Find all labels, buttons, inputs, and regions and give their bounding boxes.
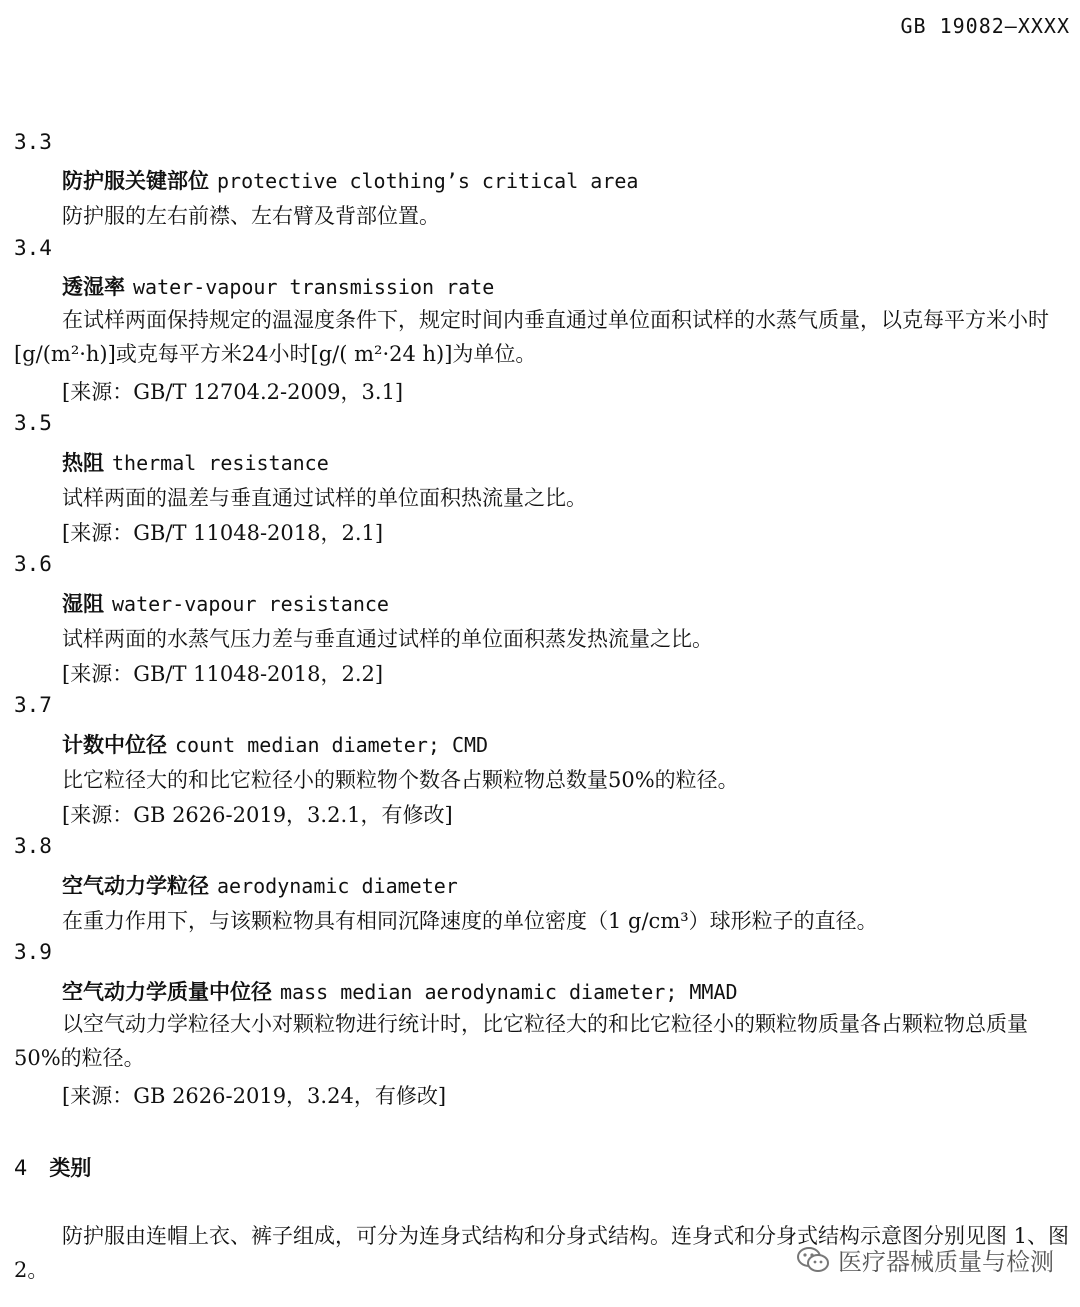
term-definition: 在重力作用下，与该颗粒物具有相同沉降速度的单位密度（1 g/cm³）球形粒子的直径。 <box>62 909 878 933</box>
term-en: mass median aerodynamic diameter; MMAD <box>280 980 738 1004</box>
term-heading <box>62 976 738 1006</box>
clause-number: 3.9 <box>14 940 52 964</box>
clause-number: 3.4 <box>14 236 52 260</box>
watermark-text: 医疗器械质量与检测 <box>838 1248 1054 1276</box>
term-en: protective clothing’s critical area <box>217 169 639 193</box>
watermark <box>796 1242 1054 1277</box>
section-body: 防护服由连帽上衣、裤子组成，可分为连身式结构和分身式结构。连身式和分身式结构示意图分别见图 1、图 2。 <box>14 1224 1070 1282</box>
term-heading <box>62 447 329 477</box>
term-zh: 空气动力学质量中位径 <box>62 980 272 1004</box>
document-code: GB 19082—XXXX <box>900 14 1070 38</box>
term-en: aerodynamic diameter <box>217 874 458 898</box>
term-en: water-vapour transmission rate <box>133 275 495 299</box>
section-heading <box>14 1152 91 1182</box>
term-source: [来源：GB/T 12704.2-2009，3.1] <box>62 380 404 404</box>
term-zh: 湿阻 <box>62 592 104 616</box>
term-definition: 比它粒径大的和比它粒径小的颗粒物个数各占颗粒物总数量50%的粒径。 <box>62 768 739 792</box>
term-zh: 空气动力学粒径 <box>62 874 209 898</box>
term-source: [来源：GB/T 11048-2018，2.2] <box>62 662 384 686</box>
term-heading <box>62 870 458 900</box>
clause-number: 3.5 <box>14 411 52 435</box>
term-source: [来源：GB/T 11048-2018，2.1] <box>62 521 384 545</box>
term-heading <box>62 165 638 195</box>
term-heading <box>62 588 389 618</box>
wechat-icon <box>796 1245 830 1275</box>
section-number: 4 <box>14 1156 28 1180</box>
term-heading <box>62 271 494 301</box>
term-zh: 热阻 <box>62 451 104 475</box>
term-zh: 计数中位径 <box>62 733 167 757</box>
term-definition: 试样两面的水蒸气压力差与垂直通过试样的单位面积蒸发热流量之比。 <box>62 627 713 651</box>
clause-number: 3.8 <box>14 834 52 858</box>
clause-number: 3.7 <box>14 693 52 717</box>
term-zh: 透湿率 <box>62 275 125 299</box>
term-definition: 试样两面的温差与垂直通过试样的单位面积热流量之比。 <box>62 486 587 510</box>
term-zh: 防护服关键部位 <box>62 169 209 193</box>
clause-number: 3.6 <box>14 552 52 576</box>
term-definition: 以空气动力学粒径大小对颗粒物进行统计时，比它粒径大的和比它粒径小的颗粒物质量各占颗粒物总质量50%的粒径。 <box>14 1012 1028 1070</box>
term-definition: 防护服的左右前襟、左右臂及背部位置。 <box>62 204 440 228</box>
term-en: water-vapour resistance <box>112 592 389 616</box>
term-en: thermal resistance <box>112 451 329 475</box>
term-source: [来源：GB 2626-2019，3.24，有修改] <box>62 1084 447 1108</box>
term-source: [来源：GB 2626-2019，3.2.1，有修改] <box>62 803 453 827</box>
term-definition: 在试样两面保持规定的温湿度条件下，规定时间内垂直通过单位面积试样的水蒸气质量，以克每平方米小时[g/(m²·h)]或克每平方米24小时[g/( m²·24 h)]为单位。 <box>14 308 1049 366</box>
section-title: 类别 <box>49 1156 92 1180</box>
clause-number: 3.3 <box>14 130 52 154</box>
term-heading <box>62 729 488 759</box>
term-en: count median diameter; CMD <box>175 733 489 757</box>
